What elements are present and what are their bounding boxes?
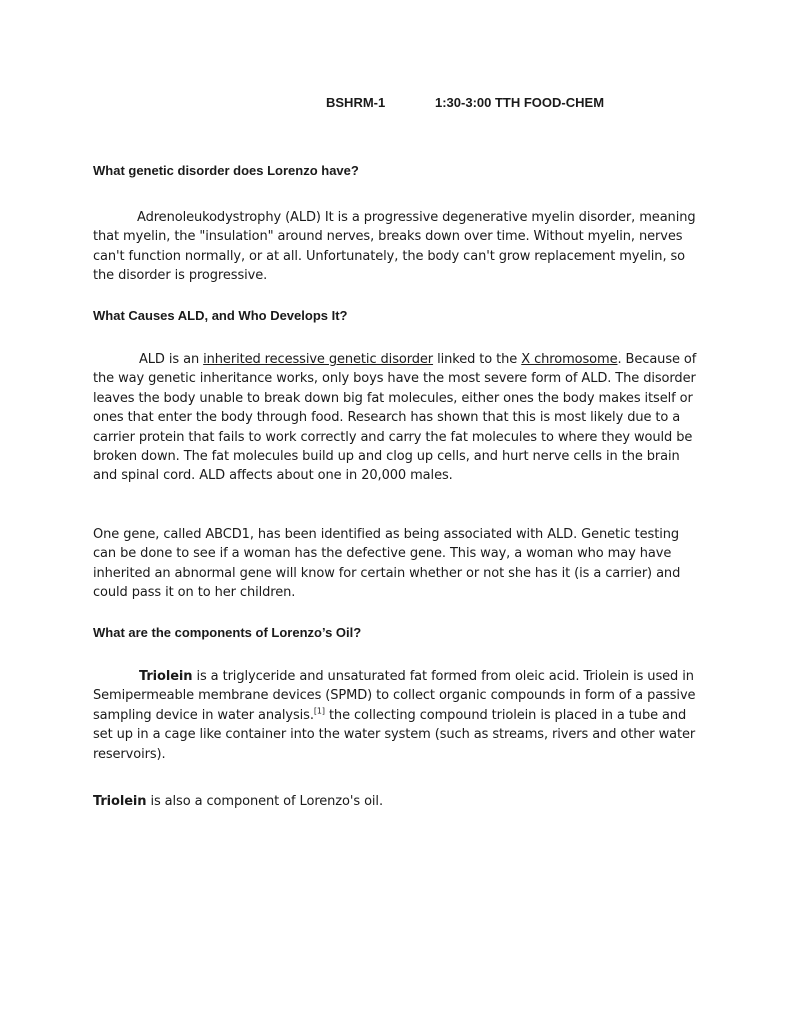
link-x-chromosome[interactable]: X chromosome [521,352,618,367]
paragraph-ald-causes [93,350,698,486]
question-ald-causes: What Causes ALD, and Who Develops It? [93,308,348,323]
paragraph-ald-definition [93,208,698,286]
triolein-component-text: is also a component of Lorenzo's oil. [146,794,383,809]
causes-text-rest: . Because of the way genetic inheritance works, only boys have the most severe form of ALD. The disorder leaves the body unable to break down big fat molecules, either ones the body makes itself or ones that enter the body through food. Research has shown that this is most likely due to a carrier protein that fails to work correctly and carry the fat molecules to where they would be broken down. The fat molecules build up and clog up cells, and hurt nerve cells in the brain and spinal cord. ALD affects about one in 20,000 males. [93,352,697,484]
link-inherited-recessive-disorder[interactable]: inherited recessive genetic disorder [203,352,434,367]
course-code: BSHRM-1 [326,95,386,110]
causes-text-mid: linked to the [433,352,522,367]
paragraph-triolein [93,667,698,764]
reference-marker[interactable]: [1] [313,706,325,716]
term-triolein-2: Triolein [93,794,147,809]
class-schedule: 1:30-3:00 TTH FOOD-CHEM [435,95,605,110]
causes-text-start: ALD is an [139,352,204,367]
question-lorenzos-oil-components: What are the components of Lorenzo’s Oil? [93,625,362,640]
paragraph-abcd1-gene: One gene, called ABCD1, has been identified as being associated with ALD. Genetic testing can be done to see if a woman has the defective gene. This way, a woman who may have inherited an abnormal gene will know for certain whether or not she has it (is a carrier) and could pass it on to her children. [93,527,681,601]
triolein-text-rest: the collecting compound triolein is placed in a tube and set up in a cage like container into the water system (such as streams, rivers and other water reservoirs). [93,707,696,762]
question-genetic-disorder: What genetic disorder does Lorenzo have? [93,163,359,178]
paragraph-triolein-component [93,792,698,811]
ald-definition-text: Adrenoleukodystrophy (ALD) It is a progressive degenerative myelin disorder, meaning that myelin, the "insulation" around nerves, breaks down over time. Without myelin, nerves can't function normally, or at all. Unfortunately, the body can't grow replacement myelin, so the disorder is progressive. [93,210,696,284]
document-header [326,95,604,110]
triolein-text: is a triglyceride and unsaturated fat formed from oleic acid. Triolein is used in Semipermeable membrane devices (SPMD) to collect organic compounds in form of a passive sampling device in water analysis. [93,669,696,723]
term-triolein: Triolein [139,669,193,684]
